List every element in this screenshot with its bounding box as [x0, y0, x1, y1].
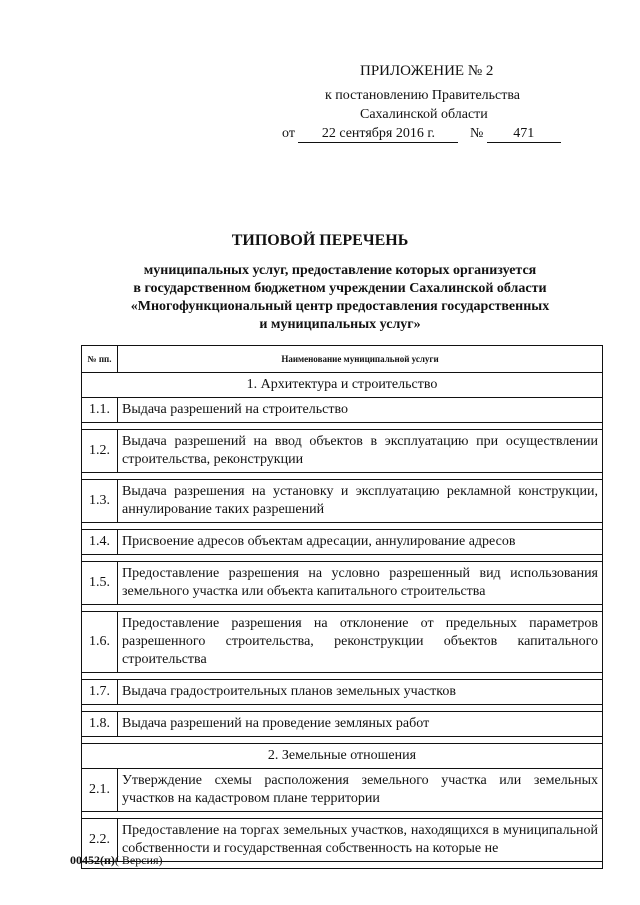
table-row	[82, 680, 603, 705]
row-gap	[82, 423, 603, 430]
resolution-line1: к постановлению Правительства	[325, 88, 521, 103]
document-title: ТИПОВОЙ ПЕРЕЧЕНЬ	[231, 232, 409, 249]
service-name: Выдача разрешения на установку и эксплуатацию рекламной конструкции, аннулирование таких разрешений	[118, 480, 603, 523]
row-gap-cell	[82, 555, 603, 562]
table-row	[82, 612, 603, 673]
footer	[70, 853, 163, 868]
subtitle-line: и муниципальных услуг»	[259, 317, 421, 332]
row-gap-cell	[82, 523, 603, 530]
col-name-header: Наименование муниципальной услуги	[118, 346, 603, 373]
resolution-date-line	[282, 125, 561, 143]
row-gap-cell	[82, 423, 603, 430]
number-label: №	[469, 126, 484, 141]
service-name: Выдача градостроительных планов земельных участков	[118, 680, 603, 705]
resolution-number: 471	[487, 125, 561, 143]
section-title: 1. Архитектура и строительство	[82, 373, 603, 398]
col-num-header: № пп.	[82, 346, 118, 373]
row-number: 1.4.	[82, 530, 118, 555]
footer-code: 00452(п)	[70, 853, 115, 867]
row-gap	[82, 473, 603, 480]
table-row	[82, 769, 603, 812]
row-gap	[82, 555, 603, 562]
row-number: 2.1.	[82, 769, 118, 812]
section-row	[82, 744, 603, 769]
service-name: Выдача разрешений на проведение земляных работ	[118, 712, 603, 737]
document-subtitle	[90, 262, 590, 334]
row-number: 1.2.	[82, 430, 118, 473]
table-row	[82, 398, 603, 423]
row-gap-cell	[82, 737, 603, 744]
resolution-line2: Сахалинской области	[360, 107, 488, 122]
from-label: от	[282, 126, 295, 141]
row-number: 1.5.	[82, 562, 118, 605]
appendix-label: ПРИЛОЖЕНИЕ № 2	[360, 63, 494, 79]
section-title: 2. Земельные отношения	[82, 744, 603, 769]
services-table	[81, 345, 603, 869]
service-name: Присвоение адресов объектам адресации, аннулирование адресов	[118, 530, 603, 555]
service-name: Выдача разрешений на строительство	[118, 398, 603, 423]
row-number: 2.2.	[82, 819, 118, 862]
table-row	[82, 530, 603, 555]
subtitle-line: «Многофункциональный центр предоставления государственных	[130, 299, 550, 314]
row-gap	[82, 605, 603, 612]
service-name: Выдача разрешений на ввод объектов в эксплуатацию при осуществлении строительства, реконструкции	[118, 430, 603, 473]
row-gap-cell	[82, 673, 603, 680]
table-row	[82, 430, 603, 473]
row-gap	[82, 673, 603, 680]
row-gap	[82, 812, 603, 819]
row-number: 1.8.	[82, 712, 118, 737]
row-gap	[82, 737, 603, 744]
table-row	[82, 480, 603, 523]
resolution-date: 22 сентября 2016 г.	[298, 125, 458, 143]
service-name: Предоставление на торгах земельных участков, находящихся в муниципальной собственности и государственная собственность на которые не	[118, 819, 603, 862]
row-gap-cell	[82, 605, 603, 612]
row-gap-cell	[82, 812, 603, 819]
table-row	[82, 712, 603, 737]
row-number: 1.1.	[82, 398, 118, 423]
row-number: 1.6.	[82, 612, 118, 673]
footer-version: ( Версия)	[114, 853, 163, 867]
service-name: Утверждение схемы расположения земельного участка или земельных участков на кадастровом плане территории	[118, 769, 603, 812]
table-header-row	[82, 346, 603, 373]
service-name: Предоставление разрешения на отклонение от предельных параметров разрешенного строительства, реконструкции объектов капитального строительства	[118, 612, 603, 673]
subtitle-line: в государственном бюджетном учреждении Сахалинской области	[133, 281, 547, 296]
section1-rows	[82, 398, 603, 744]
row-number: 1.3.	[82, 480, 118, 523]
row-gap-cell	[82, 705, 603, 712]
row-gap-cell	[82, 473, 603, 480]
row-gap	[82, 523, 603, 530]
table-row	[82, 562, 603, 605]
subtitle-line: муниципальных услуг, предоставление которых организуется	[143, 263, 537, 278]
row-gap	[82, 705, 603, 712]
service-name: Предоставление разрешения на условно разрешенный вид использования земельного участка или объекта капитального строительства	[118, 562, 603, 605]
section-row	[82, 373, 603, 398]
row-number: 1.7.	[82, 680, 118, 705]
